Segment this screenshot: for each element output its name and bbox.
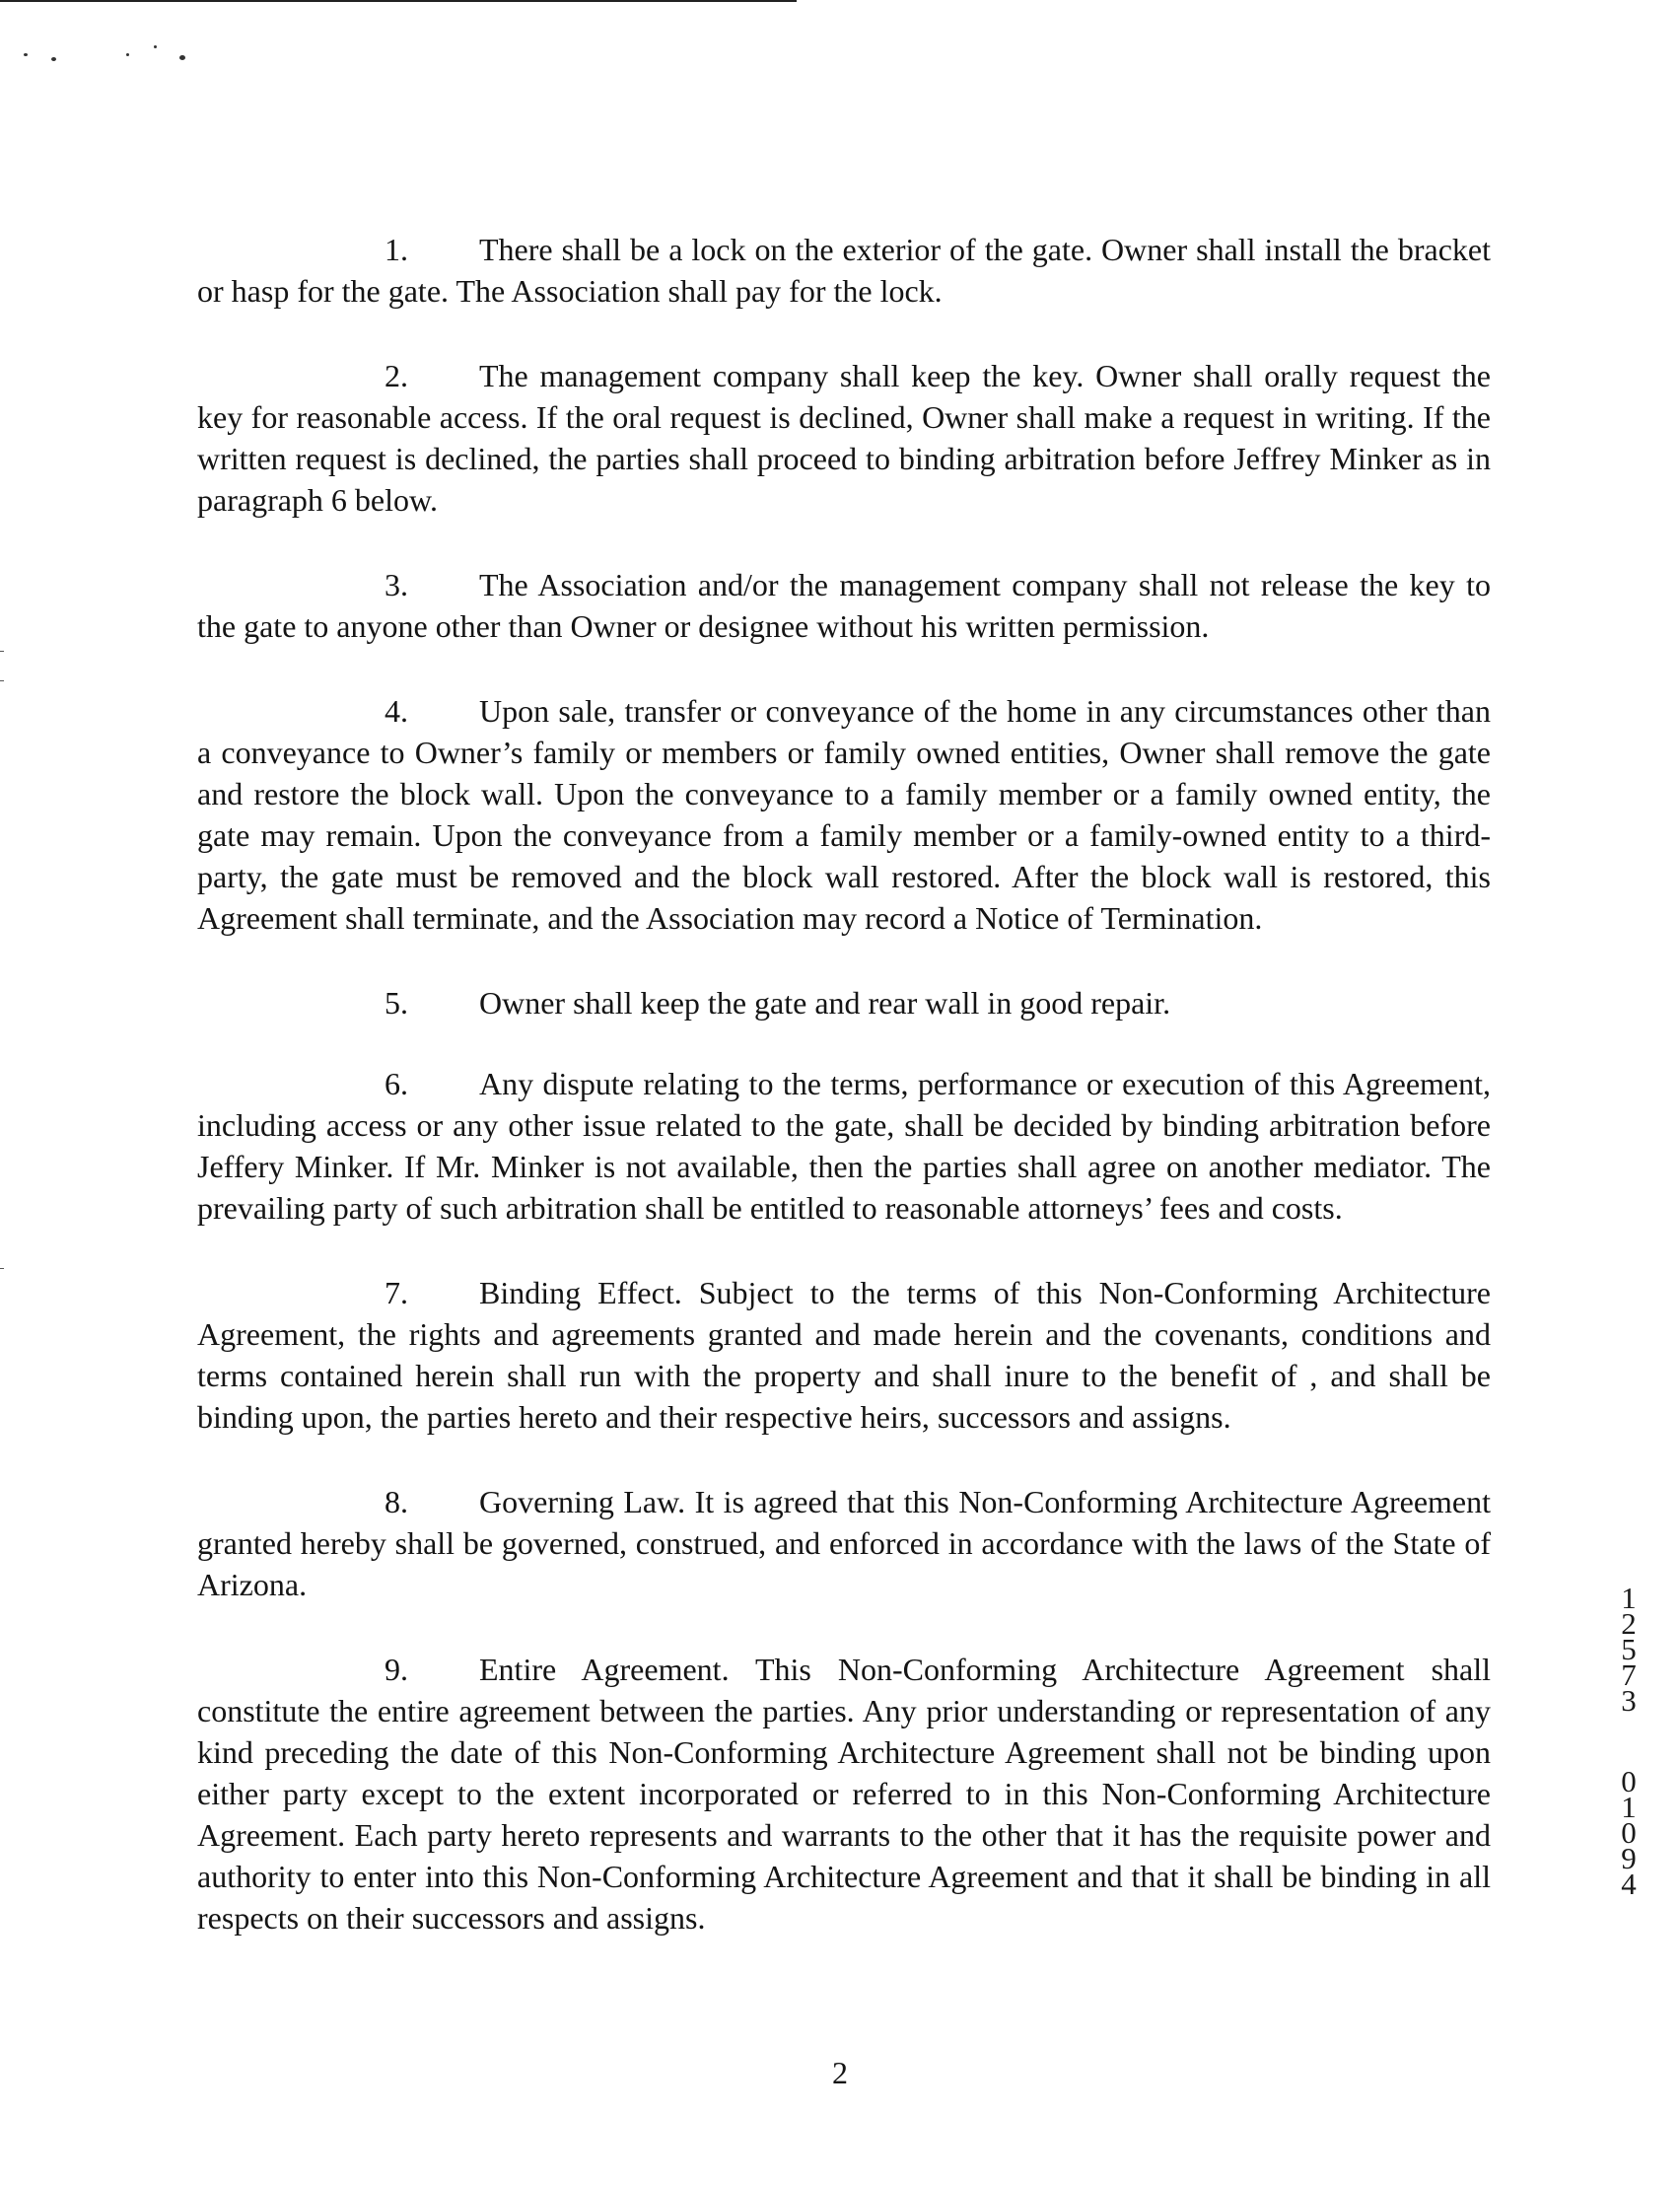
scan-margin-tick: [0, 651, 4, 652]
paragraph-text: Binding Effect. Subject to the terms of this Non-Conforming Architecture Agreement, the rights and agreements granted and made herein and the covenants, conditions and terms contained herein shall run with the property and shall inure to the benefit of , and shall be binding upon, the parties hereto and their respective heirs, successors and assigns.: [197, 1275, 1491, 1435]
paragraph-3: [197, 564, 1491, 647]
paragraph-2: [197, 355, 1491, 521]
stamp-digit: 0: [1621, 1764, 1637, 1798]
paragraph-6: [197, 1063, 1491, 1229]
stamp-digit: 2: [1621, 1606, 1637, 1641]
scan-margin-tick: [0, 680, 4, 681]
stamp-digit: 5: [1621, 1632, 1637, 1666]
paragraph-text: The Association and/or the management company shall not release the key to the gate to anyone other than Owner or designee without his written permission.: [197, 567, 1491, 644]
scan-speck: [51, 57, 56, 61]
stamp-digit: 9: [1621, 1841, 1637, 1875]
paragraph-text: Upon sale, transfer or conveyance of the home in any circumstances other than a conveyance to Owner’s family or members or family owned entities, Owner shall remove the gate and restore the block wall. Upon the conveyance to a family member or a family owned entity, the gate may remain. Upon the conveyance from a family member or a family-owned entity to a third-party, the gate must be removed and the block wall restored. After the block wall is restored, this Agreement shall terminate, and the Association may record a Notice of Termination.: [197, 693, 1491, 936]
scan-speck: [179, 55, 185, 60]
scan-speck: [126, 53, 129, 56]
page-number: 2: [832, 2055, 848, 2090]
stamp-digit: 1: [1621, 1581, 1637, 1615]
stamp-gap: [1609, 1714, 1648, 1769]
paragraph-text: Governing Law. It is agreed that this Non-Conforming Architecture Agreement granted hereby shall be governed, construed, and enforced in accordance with the laws of the State of Arizona.: [197, 1484, 1491, 1602]
scan-speck: [24, 53, 28, 56]
stamp-digit: 7: [1621, 1657, 1637, 1692]
paragraph-number: 3.: [385, 567, 408, 602]
scan-specks: [24, 45, 201, 75]
paragraph-number: 1.: [385, 232, 408, 267]
stamp-digit: 0: [1621, 1815, 1637, 1850]
stamp-digit: 4: [1621, 1867, 1637, 1901]
paragraph-number: 8.: [385, 1484, 408, 1519]
paragraph-4: [197, 690, 1491, 939]
paragraph-text: Entire Agreement. This Non-Conforming Architecture Agreement shall constitute the entire agreement between the parties. Any prior understanding or representation of any kind preceding the date of this Non-Conforming Architecture Agreement shall not be binding upon either party except to the extent incorporated or referred to in this Non-Conforming Architecture Agreement. Each party hereto represents and warrants to the other that it has the requisite power and authority to enter into this Non-Conforming Architecture Agreement and that it shall be binding in all respects on their successors and assigns.: [197, 1652, 1491, 1936]
scan-speck: [154, 45, 157, 48]
paragraph-text: Any dispute relating to the terms, performance or execution of this Agreement, including access or any other issue related to the gate, shall be decided by binding arbitration before Jeffery Minker. If Mr. Minker is not available, then the parties shall agree on another mediator. The prevailing party of such arbitration shall be entitled to reasonable attorneys’ fees and costs.: [197, 1066, 1491, 1226]
paragraph-number: 4.: [385, 693, 408, 729]
stamp-digit: 1: [1621, 1790, 1637, 1824]
paragraph-7: [197, 1272, 1491, 1438]
paragraph-9: [197, 1649, 1491, 1938]
paragraph-8: [197, 1481, 1491, 1605]
paragraph-number: 2.: [385, 358, 408, 393]
recording-number-stamp: [1609, 1581, 1648, 1901]
stamp-digit: 3: [1621, 1683, 1637, 1718]
paragraph-text: There shall be a lock on the exterior of the gate. Owner shall install the bracket or hasp for the gate. The Association shall pay for the lock.: [197, 232, 1491, 309]
paragraph-text: The management company shall keep the key. Owner shall orally request the key for reasonable access. If the oral request is declined, Owner shall make a request in writing. If the written request is declined, the parties shall proceed to binding arbitration before Jeffrey Minker as in paragraph 6 below.: [197, 358, 1491, 518]
scan-top-rule: [0, 0, 797, 2]
paragraph-number: 7.: [385, 1275, 408, 1310]
paragraph-1: [197, 229, 1491, 312]
paragraph-number: 9.: [385, 1652, 408, 1687]
paragraph-number: 6.: [385, 1066, 408, 1101]
paragraph-number: 5.: [385, 985, 408, 1021]
paragraph-5: [197, 982, 1491, 1023]
scan-margin-tick: [0, 1268, 4, 1269]
agreement-body: [197, 229, 1491, 1982]
paragraph-text: Owner shall keep the gate and rear wall in good repair.: [479, 985, 1171, 1021]
